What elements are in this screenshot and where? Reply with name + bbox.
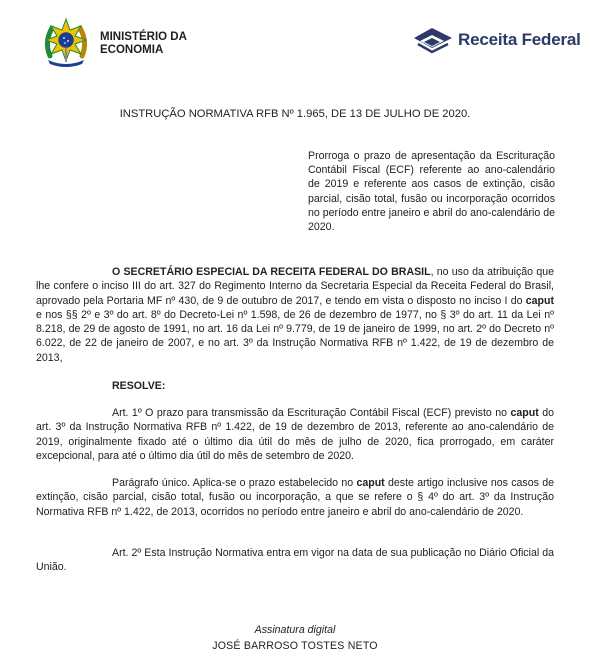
brazil-coat-of-arms-icon xyxy=(40,16,92,68)
preamble-text-1: , no uso da atribuição que lhe confere o inciso III do art. 327 do Regimento Interno da Secretaria Especial da Receita Federal do Brasil, aprovado pela Portaria MF nº 430, de 9 de outubro de 2017, e tendo em vista o disposto no inciso I do xyxy=(36,266,554,307)
art2-text: Art. 2º Esta Instrução Normativa entra em vigor na data de sua publicação no Diário Oficial da União. xyxy=(36,547,554,574)
caput-term: caput xyxy=(356,477,385,489)
caput-term: caput xyxy=(510,407,539,419)
art1-text-1: Art. 1º O prazo para transmissão da Escrituração Contábil Fiscal (ECF) previsto no xyxy=(112,407,511,419)
signatory-name: JOSÉ BARROSO TOSTES NETO xyxy=(212,640,378,652)
preamble-paragraph xyxy=(36,265,554,365)
receita-federal-logo-icon xyxy=(412,26,454,54)
page-header xyxy=(0,0,590,80)
authority-name: O SECRETÁRIO ESPECIAL DA RECEITA FEDERAL DO BRASIL xyxy=(112,266,431,278)
document-title: INSTRUÇÃO NORMATIVA RFB Nº 1.965, DE 13 DE JULHO DE 2020. xyxy=(119,108,471,120)
paragrafo-text-2: deste artigo inclusive nos casos de extinção, cisão parcial, cisão total, fusão ou incorporação, a que se refere o § 4º do art. 3º da Instrução Normativa RFB nº 1.422, de 2013, ocorridos no período entre janeiro e abril do ano-calendário de 2020. xyxy=(36,477,554,518)
article-2 xyxy=(36,546,554,575)
ministry-line-2: ECONOMIA xyxy=(100,44,164,56)
art1-text-2: do art. 3º da Instrução Normativa RFB nº 1.422, de 19 de dezembro de 2013, referente ao ano-calendário de 2019, originalmente fixado até o último dia útil do mês de julho de 2020, fica prorrogado, em caráter excepcional, para até o último dia útil do mês de setembro de 2020. xyxy=(36,407,554,462)
signature-label: Assinatura digital xyxy=(254,624,336,636)
resolve-heading: RESOLVE: xyxy=(112,380,166,392)
ministry-line-1: MINISTÉRIO DA xyxy=(100,31,187,43)
preamble-text-2: e nos §§ 2º e 3º do art. 8º do Decreto-Lei nº 1.598, de 26 de dezembro de 1977, no § 3º do art. 11 da Lei nº 8.218, de 29 de agosto de 1991, no art. 16 da Lei nº 9.779, de 19 de janeiro de 1999, no art. 2º do Decreto nº 6.022, de 22 de janeiro de 2007, e no art. 3º da Instrução Normativa RFB nº 1.422, de 19 de dezembro de 2013, xyxy=(36,308,554,364)
article-1 xyxy=(36,406,554,463)
agency-name: Receita Federal xyxy=(458,30,581,49)
paragrafo-text-1: Parágrafo único. Aplica-se o prazo estabelecido no xyxy=(112,477,357,489)
ministry-name xyxy=(100,31,187,57)
paragrafo-unico xyxy=(36,476,554,519)
caput-term: caput xyxy=(525,294,554,307)
ementa: Prorroga o prazo de apresentação da Escrituração Contábil Fiscal (ECF) referente ao ano-calendário de 2019 e referente aos casos de extinção, cisão parcial, cisão total, fusão ou incorporação ocorridos no período entre janeiro e abril do ano-calendário de 2020. xyxy=(308,150,555,234)
